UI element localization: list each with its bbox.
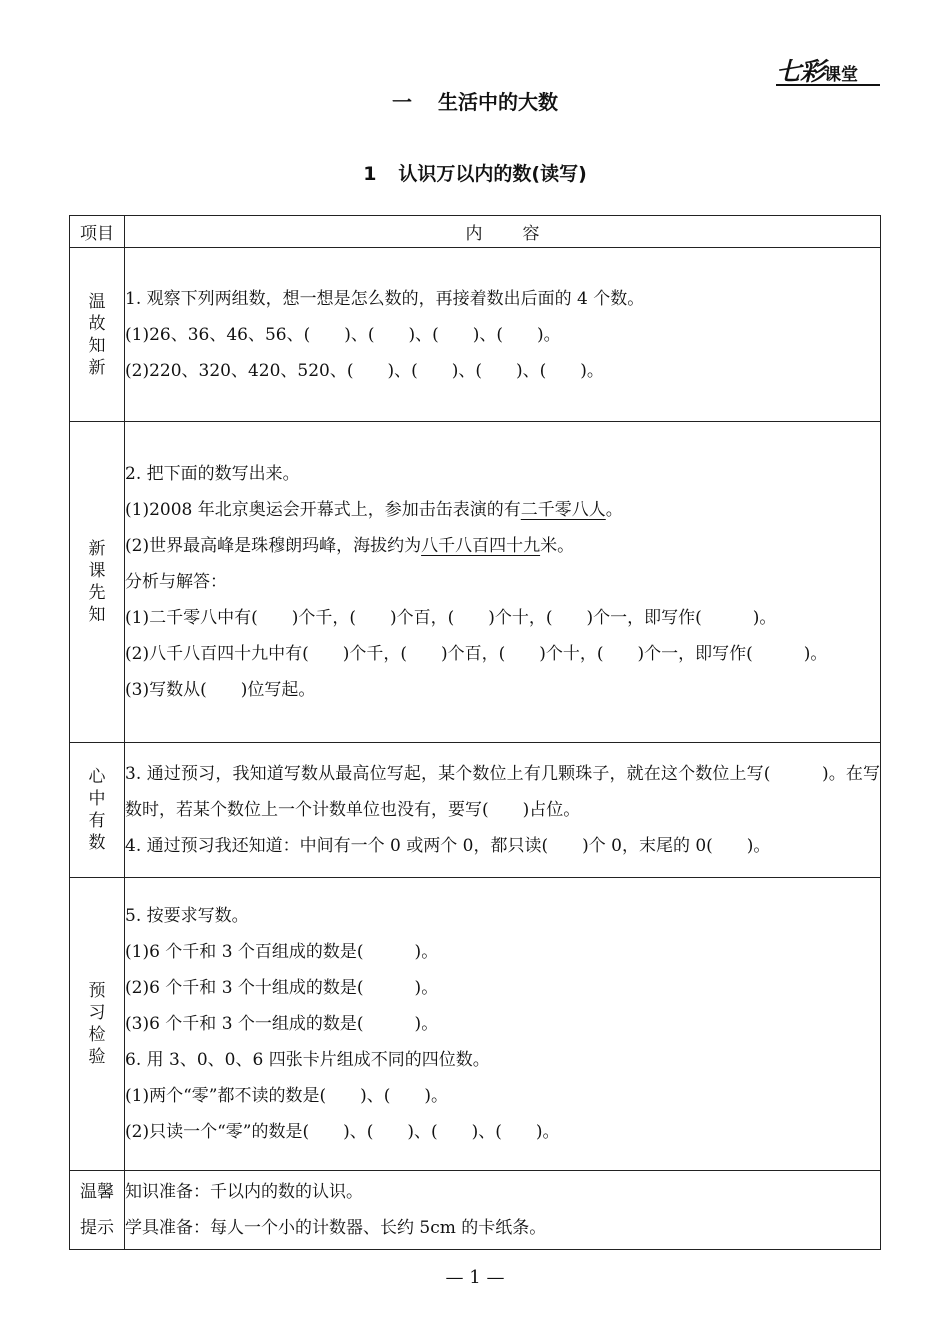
unit-title — [0, 86, 950, 115]
question-5-part-3: (3)6 个千和 3 个一组成的数是( )。 — [125, 1014, 439, 1034]
section-check — [70, 878, 881, 1171]
question-1: 1. 观察下列两组数，想一想是怎么数的，再接着数出后面的 4 个数。 — [125, 288, 645, 309]
question-1-part-2: (2)220、320、420、520、( )、( )、( )、( )。 — [125, 360, 604, 381]
question-5: 5. 按要求写数。 — [125, 906, 249, 926]
unit-name: 生活中的大数 — [438, 90, 558, 114]
section-tips-content — [125, 1171, 881, 1250]
section-review — [70, 248, 881, 422]
page-number: — 1 — — [445, 1267, 505, 1288]
question-3: 3. 通过预习，我知道写数从最高位写起，某个数位上有几颗珠子，就在这个数位上写( )。在写数时，若某个数位上一个计数单位也没有，要写( )占位。 — [125, 764, 880, 820]
header-content-left: 内 — [465, 224, 483, 244]
question-1-part-1: (1)26、36、46、56、( )、( )、( )、( )。 — [125, 324, 561, 345]
section-check-label: 预 习 检 验 — [70, 878, 125, 1171]
analysis-heading: 分析与解答： — [125, 572, 227, 592]
lesson-title — [0, 159, 950, 186]
tip-materials: 学具准备：每人一个小的计数器、长约 5cm 的卡纸条。 — [125, 1218, 547, 1238]
question-5-part-1: (1)6 个千和 3 个百组成的数是( )。 — [125, 942, 439, 962]
brand-script: 七彩 — [776, 57, 825, 86]
question-4: 4. 通过预习我还知道：中间有一个 0 或两个 0，都只读( )个 0，末尾的 0( )。 — [125, 836, 771, 856]
analysis-2: (2)八千八百四十九中有( )个千，( )个百，( )个十，( )个一，即写作( )。 — [125, 644, 828, 664]
section-mind-label: 心 中 有 数 — [70, 743, 125, 878]
header-item: 项目 — [70, 216, 125, 248]
brand-plain: 课堂 — [824, 65, 859, 85]
section-tips-label: 温馨 提示 — [70, 1171, 125, 1250]
section-tips — [70, 1171, 881, 1250]
lesson-table — [69, 215, 881, 1250]
analysis-1: (1)二千零八中有( )个千，( )个百，( )个十，( )个一，即写作( )。 — [125, 608, 777, 628]
section-newlesson-label: 新 课 先 知 — [70, 422, 125, 743]
underlined-number-words-1: 二千零八人 — [520, 500, 606, 520]
question-6-part-2: (2)只读一个“零”的数是( )、( )、( )、( )。 — [125, 1122, 560, 1142]
header-content — [125, 216, 881, 248]
lesson-name: 认识万以内的数(读写) — [398, 163, 587, 185]
question-2: 2. 把下面的数写出来。 — [125, 464, 300, 484]
section-mind-content — [125, 743, 881, 878]
analysis-3: (3)写数从( )位写起。 — [125, 680, 316, 700]
section-check-content — [125, 878, 881, 1171]
question-6: 6. 用 3、0、0、6 四张卡片组成不同的四位数。 — [125, 1050, 490, 1070]
section-review-content — [125, 248, 881, 422]
tip-knowledge: 知识准备：千以内的数的认识。 — [125, 1182, 363, 1202]
unit-number: 一 — [392, 90, 412, 114]
question-5-part-2: (2)6 个千和 3 个十组成的数是( )。 — [125, 978, 439, 998]
question-2-part-2: (2)世界最高峰是珠穆朗玛峰，海拔约为八千八百四十九米。 — [125, 536, 575, 556]
brand-logo — [776, 52, 880, 86]
section-review-label: 温 故 知 新 — [70, 248, 125, 422]
question-2-part-1: (1)2008 年北京奥运会开幕式上，参加击缶表演的有二千零八人。 — [125, 500, 623, 520]
question-6-part-1: (1)两个“零”都不读的数是( )、( )。 — [125, 1086, 448, 1106]
section-mind — [70, 743, 881, 878]
section-newlesson-content — [125, 422, 881, 743]
section-newlesson — [70, 422, 881, 743]
lesson-number: 1 — [363, 163, 377, 185]
table-header-row — [70, 216, 881, 248]
header-content-right: 容 — [522, 224, 540, 244]
underlined-number-words-2: 八千八百四十九 — [421, 536, 541, 556]
